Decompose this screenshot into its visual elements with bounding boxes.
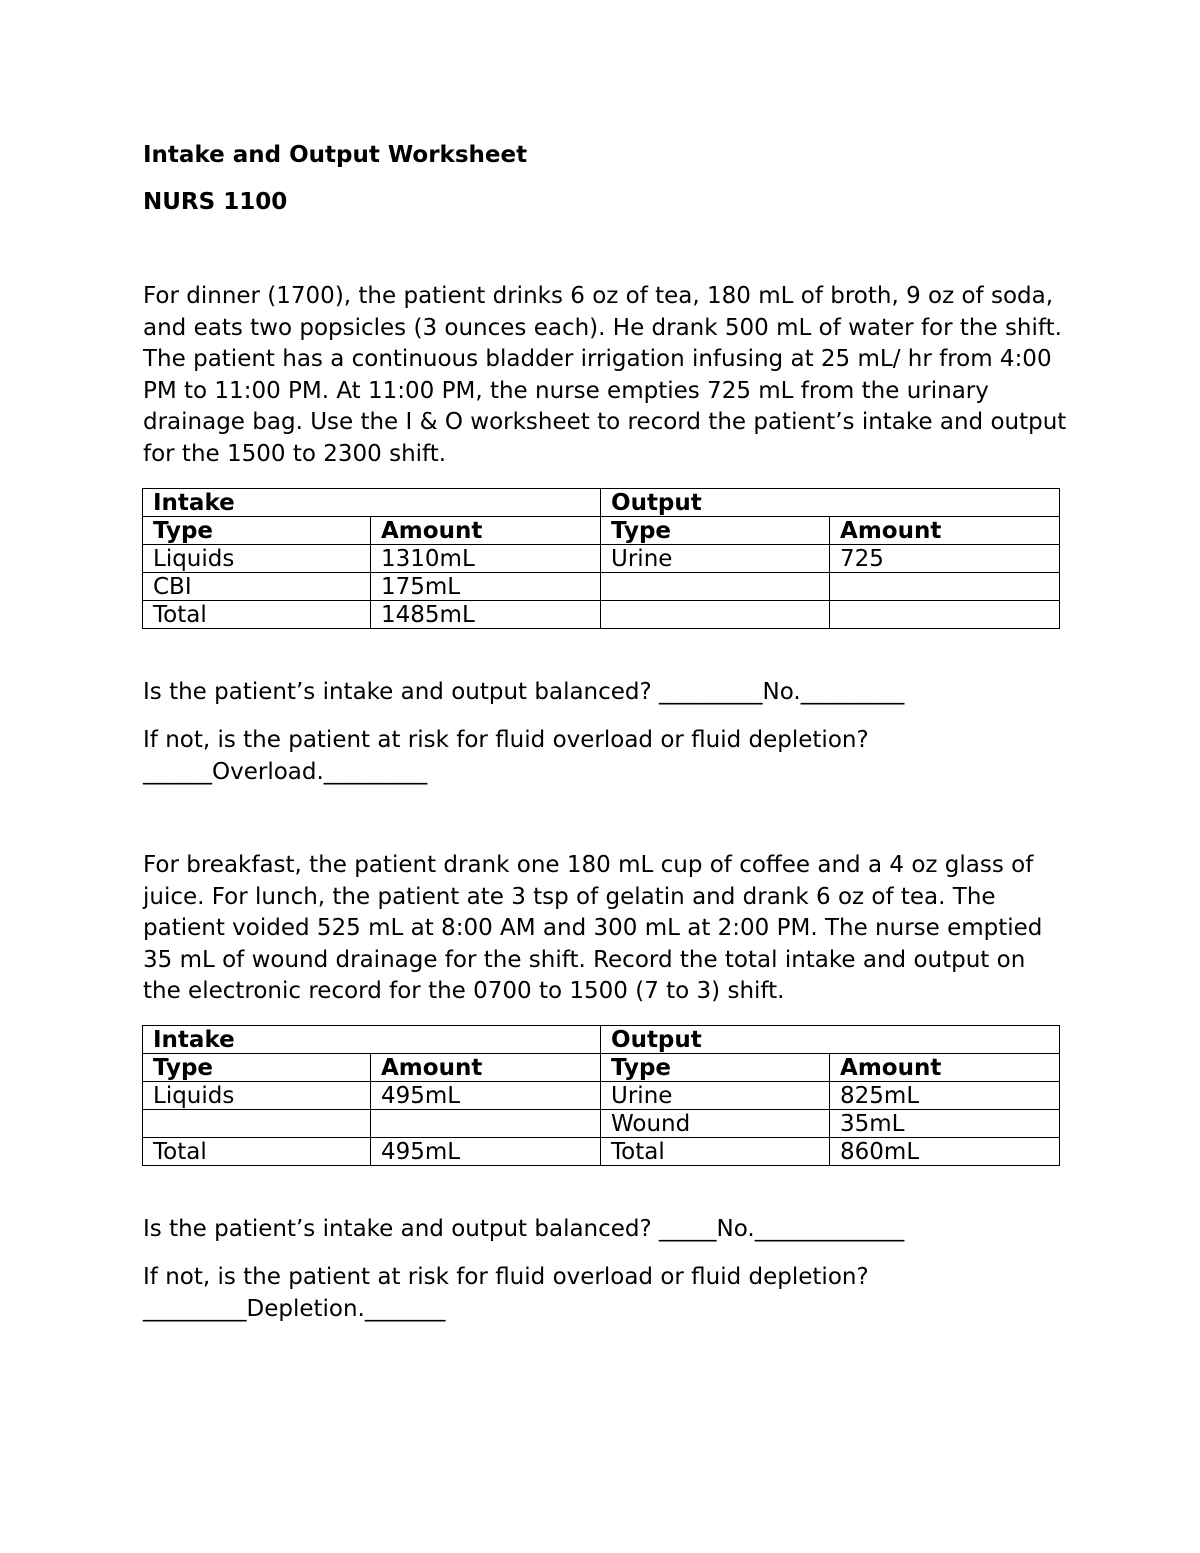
table-row — [143, 1110, 1060, 1138]
question-risk-text: If not, is the patient at risk for fluid overload or fluid depletion? — [143, 1264, 869, 1290]
output-amount-cell: 825mL — [830, 1082, 1060, 1110]
intake-type-cell: Total — [143, 601, 371, 629]
intake-type-header: Type — [143, 1054, 371, 1082]
scenario-2-text: For breakfast, the patient drank one 180 mL cup of coffee and a 4 oz glass of juice. For lunch, the patient ate 3 tsp of gelatin and drank 6 oz of tea. The patient voided 525 mL at 8:00 AM and 300 mL at 2:00 PM. The nurse emptied 35 mL of wound drainage for the shift. Record the total intake and output on the electronic record for the 0700 to 1500 (7 to 3) shift. — [143, 852, 1043, 1005]
intake-amount-cell: 495mL — [371, 1138, 601, 1166]
output-amount-header: Amount — [830, 1054, 1060, 1082]
question-balanced-1: Is the patient’s intake and output balanced? _________No._________ — [143, 679, 905, 705]
output-type-cell: Urine — [601, 1082, 830, 1110]
intake-amount-header: Amount — [371, 517, 601, 545]
output-type-header: Type — [601, 1054, 830, 1082]
output-amount-cell: 860mL — [830, 1138, 1060, 1166]
question-risk-2 — [143, 1262, 869, 1325]
intake-amount-cell: 1310mL — [371, 545, 601, 573]
intake-header: Intake — [143, 489, 601, 517]
intake-amount-cell: 175mL — [371, 573, 601, 601]
intake-type-cell: Liquids — [143, 545, 371, 573]
table-row — [143, 1082, 1060, 1110]
intake-amount-header: Amount — [371, 1054, 601, 1082]
question-risk-1 — [143, 725, 869, 788]
io-table-1 — [142, 488, 1060, 629]
io-table-2 — [142, 1025, 1060, 1166]
table-column-row — [143, 517, 1060, 545]
question-risk-answer: _________Depletion._______ — [143, 1295, 446, 1322]
table-row — [143, 1138, 1060, 1166]
table-header-row — [143, 489, 1060, 517]
table-column-row — [143, 1054, 1060, 1082]
output-header: Output — [601, 1026, 1060, 1054]
intake-header: Intake — [143, 1026, 601, 1054]
output-amount-cell: 725 — [830, 545, 1060, 573]
output-header: Output — [601, 489, 1060, 517]
question-balanced-2: Is the patient’s intake and output balanced? _____No._____________ — [143, 1216, 905, 1242]
intake-amount-cell: 495mL — [371, 1082, 601, 1110]
output-amount-cell: 35mL — [830, 1110, 1060, 1138]
course-code: NURS 1100 — [143, 189, 288, 215]
question-risk-text: If not, is the patient at risk for fluid overload or fluid depletion? — [143, 727, 869, 753]
question-risk-answer: ______Overload._________ — [143, 758, 428, 785]
intake-type-header: Type — [143, 517, 371, 545]
output-amount-cell — [830, 601, 1060, 629]
intake-type-cell: CBI — [143, 573, 371, 601]
output-amount-header: Amount — [830, 517, 1060, 545]
intake-type-cell — [143, 1110, 371, 1138]
intake-amount-cell: 1485mL — [371, 601, 601, 629]
document-title: Intake and Output Worksheet — [143, 142, 528, 168]
table-row — [143, 545, 1060, 573]
output-type-cell: Urine — [601, 545, 830, 573]
output-type-cell: Wound — [601, 1110, 830, 1138]
table-row — [143, 573, 1060, 601]
table-row — [143, 601, 1060, 629]
intake-amount-cell — [371, 1110, 601, 1138]
output-amount-cell — [830, 573, 1060, 601]
intake-type-cell: Liquids — [143, 1082, 371, 1110]
output-type-cell — [601, 573, 830, 601]
scenario-1-text: For dinner (1700), the patient drinks 6 oz of tea, 180 mL of broth, 9 oz of soda, and eats two popsicles (3 ounces each). He drank 500 mL of water for the shift. The patient has a continuous bladder irrigation infusing at 25 mL/ hr from 4:00 PM to 11:00 PM. At 11:00 PM, the nurse empties 725 mL from the urinary drainage bag. Use the I & O worksheet to record the patient’s intake and output for the 1500 to 2300 shift. — [143, 283, 1067, 467]
output-type-header: Type — [601, 517, 830, 545]
output-type-cell: Total — [601, 1138, 830, 1166]
output-type-cell — [601, 601, 830, 629]
intake-type-cell: Total — [143, 1138, 371, 1166]
table-header-row — [143, 1026, 1060, 1054]
